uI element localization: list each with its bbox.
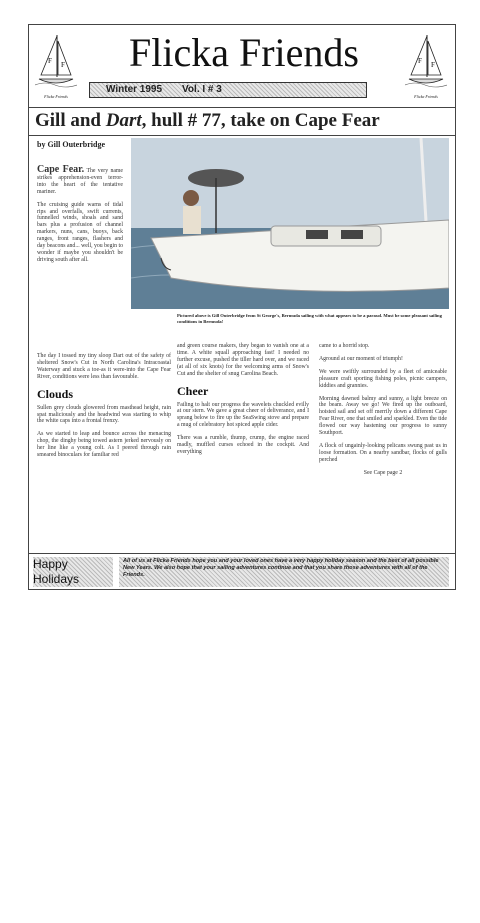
sailboat-logo-right [405,33,447,99]
subhead-clouds: Clouds [37,386,74,401]
svg-text:F: F [61,61,65,69]
holiday-message: All of us at Flicka Friends hope you and your loved ones have a very happy holiday season and the best of all possible New Years. We also hope that your sailing adventures continue and that you share those adventures with all of the Friends. [119,557,449,587]
issue-bar [89,82,367,98]
logo-caption: Flicka Friends [414,94,438,99]
issue-volume: Vol. I # 3 [182,84,222,95]
footer [29,553,455,590]
svg-text:F: F [431,61,435,69]
lead-in: Cape Fear. [37,164,85,175]
happy-holidays-box [33,557,113,587]
article-headline: Gill and Dart, hull # 77, take on Cape Fear [35,110,380,131]
newsletter-title: Flicka Friends [129,30,359,75]
continued-link[interactable]: See Cape page 2 [363,469,403,476]
paragraph: Failing to halt our progress the wavelets chuckled evilly at our stern. We gave a great cheer of deliverance, and I sprang below to fire up the SeaSwing stove and prepare a mug of celebratory hot spiced apple cider. [177,401,309,429]
paragraph: The day I tossed my tiny sloop Dart out of the safety of sheltered Snow's Cut in North Carolina's Intracoastal Waterway and stuck a toe-as it were-into the Cape Fear River, conditions were less than favourable. [37,353,171,380]
article-column-2 [177,343,309,462]
masthead [29,25,455,108]
logo-caption: Flicka Friends [44,94,68,99]
byline: by Gill Outerbridge [37,140,105,149]
holiday-line-2: Holidays [33,572,80,586]
svg-text:F: F [48,57,52,65]
paragraph: There was a rumble, thump, crump, the engine raced madly, muffled curses echoed in the cockpit. And everything [177,435,309,455]
sailboat-logo-left [35,33,77,99]
paragraph: A flock of ungainly-looking pelicans swung past us in loose formation. On a nearby sandbar, flocks of gulls perched [319,442,447,463]
paragraph: As we started to leap and bounce across the menacing chop, the dinghy being towed astern jerked nervously on her line like a young colt. As I peered through rain smeared binoculars for familiar red [37,431,171,459]
sailing-photo [131,138,449,309]
sailboat-icon [405,33,447,93]
svg-text:F: F [418,57,422,65]
photo-caption: Pictured above is Gill Outerbridge from St George's, Bermuda sailing with what appears to be a parasol. Must be some pleasant sailing conditions in Bermuda! [177,313,442,324]
divider [29,135,455,136]
article-column-3 [319,343,447,483]
subhead-cheer: Cheer [177,383,209,398]
paragraph: Sullen grey clouds glowered from masthead height, rain spat maliciously and the headwind was starting to whip the white caps into a frontal frenzy. [37,404,171,425]
newsletter-page [28,24,456,590]
paragraph: Aground at our moment of triumph! [319,355,403,362]
paragraph: Morning dawned balmy and sunny, a light breeze on the beam. Away we go! We fired up the outboard, hoisted sail and set off merrily down a different Cape Fear River, one that smiled and sparkled. Even the tide flowed our way hastening our progress to sunny Southport. [319,395,447,437]
holiday-line-1: Happy [33,557,68,571]
paragraph: and green course makers, they began to vanish one at a time. A white squall approaching fast! I needed no further excuse, pushed the tiller hard over, and we raced (at all of six knots) for the welcoming arms of Snow's Cut and the shelter of snug Carolina Beach. [177,343,309,377]
issue-season: Winter 1995 [106,84,163,95]
paragraph: came to a horrid stop. [319,343,370,349]
sailboat-icon [35,33,77,93]
paragraph: We were swiftly surrounded by a fleet of amiceable pleasure craft sporting fishing poles, picnic campers, kiddies and grannies. [319,368,447,389]
boat-name: Dart [105,110,142,131]
article-column-1-top: Cape Fear. The very name strikes apprehension-even terror- into the heart of the tentative mariner. The cruising guide warns of tidal rips and overfalls, swift currents, funnelled winds, shoals and sand bars plus a profusion of channel markers, nuns, cans, buoys, back ranges, front ranges, flashers and day beacons and... well, you begin to wonder if maybe you shouldn't be driving south after all. [37,164,123,263]
article-column-1 [37,353,171,465]
paragraph: The cruising guide warns of tidal rips and overfalls, swift currents, funnelled winds, shoals and sand bars plus a profusion of channel markers, nuns, cans, buoys, back ranges, front ranges, flashers and day beacons and... well, you begin to wonder if maybe you shouldn't be driving south after all. [37,201,123,263]
